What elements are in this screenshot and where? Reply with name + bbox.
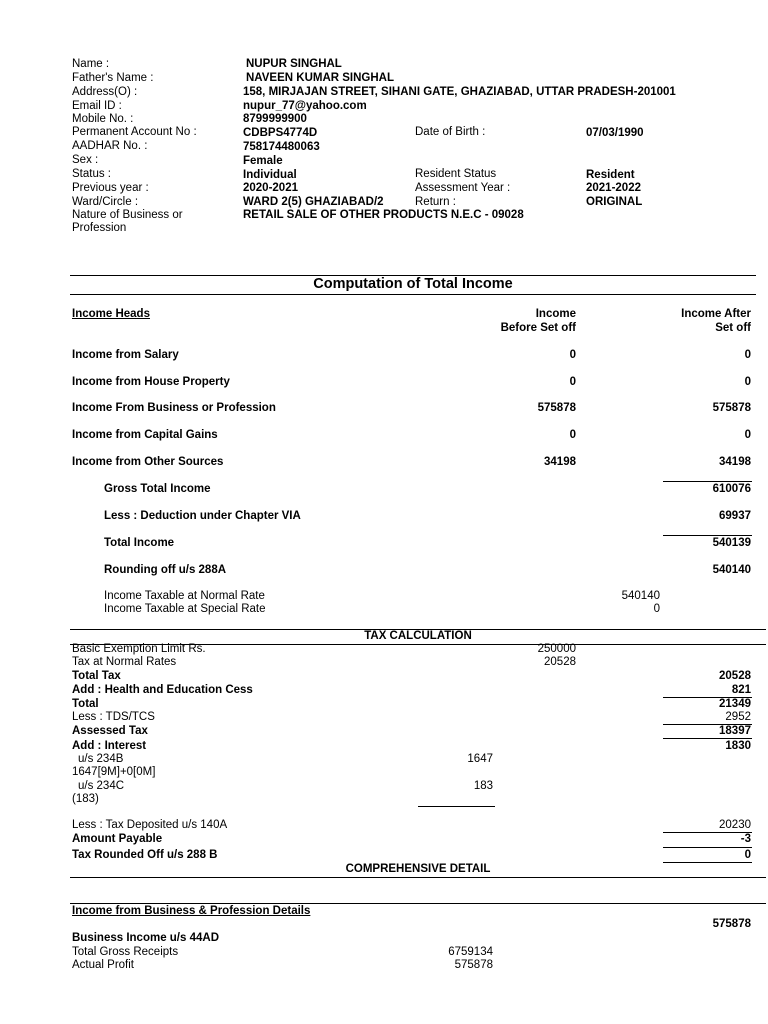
gross-total-label: Gross Total Income bbox=[104, 483, 211, 495]
special-rate-label: Income Taxable at Special Rate bbox=[104, 603, 266, 615]
cess-value: 821 bbox=[731, 684, 751, 696]
amount-payable-label: Amount Payable bbox=[72, 833, 163, 845]
income-row-after: 34198 bbox=[719, 456, 751, 468]
name-label: Name : bbox=[72, 58, 110, 70]
income-row-after: 0 bbox=[744, 429, 751, 441]
income-row-before: 0 bbox=[569, 349, 576, 361]
actual-profit-value: 575878 bbox=[454, 959, 493, 971]
aadhar-label: AADHAR No. : bbox=[72, 140, 148, 152]
gross-total-value: 610076 bbox=[712, 483, 751, 495]
income-row-after: 575878 bbox=[712, 402, 751, 414]
basic-exemption-value: 250000 bbox=[537, 643, 576, 655]
col-before-header-line1: Income bbox=[535, 308, 576, 320]
income-row-after: 0 bbox=[744, 376, 751, 388]
sum-line bbox=[663, 481, 752, 482]
mobile-value: 8799999900 bbox=[243, 113, 307, 125]
address-label: Address(O) : bbox=[72, 86, 138, 98]
tax-rounded-value: 0 bbox=[744, 849, 751, 861]
ay-label: Assessment Year : bbox=[415, 182, 511, 194]
business-details-label: Income from Business & Profession Details bbox=[72, 905, 311, 917]
col-before-header-line2: Before Set off bbox=[500, 322, 576, 334]
amount-payable-value: -3 bbox=[740, 833, 751, 845]
aadhar-value: 758174480063 bbox=[243, 141, 320, 153]
mobile-label: Mobile No. : bbox=[72, 113, 134, 125]
divider bbox=[70, 903, 766, 904]
comprehensive-header: COMPREHENSIVE DETAIL bbox=[345, 863, 491, 875]
computation-title: Computation of Total Income bbox=[313, 276, 513, 292]
tax-calculation-header: TAX CALCULATION bbox=[364, 630, 472, 642]
sex-label: Sex : bbox=[72, 154, 99, 166]
dob-label: Date of Birth : bbox=[415, 126, 486, 138]
gross-receipts-value: 6759134 bbox=[448, 946, 493, 958]
gross-receipts-label: Total Gross Receipts bbox=[72, 946, 179, 958]
status-label: Status : bbox=[72, 168, 111, 180]
income-row-after: 0 bbox=[744, 349, 751, 361]
name-value: NUPUR SINGHAL bbox=[246, 58, 342, 70]
income-row-label: Income from Other Sources bbox=[72, 456, 224, 468]
special-rate-value: 0 bbox=[653, 603, 660, 615]
prev-year-label: Previous year : bbox=[72, 182, 149, 194]
normal-tax-label: Tax at Normal Rates bbox=[72, 656, 177, 668]
email-label: Email ID : bbox=[72, 100, 122, 112]
income-row-label: Income from Capital Gains bbox=[72, 429, 218, 441]
income-row-label: Income from House Property bbox=[72, 376, 230, 388]
rounding-value: 540140 bbox=[712, 564, 751, 576]
cess-label: Add : Health and Education Cess bbox=[72, 684, 253, 696]
dob-value: 07/03/1990 bbox=[586, 127, 644, 139]
normal-tax-value: 20528 bbox=[544, 656, 576, 668]
total-value: 21349 bbox=[719, 698, 751, 710]
father-value: NAVEEN KUMAR SINGHAL bbox=[246, 72, 395, 84]
normal-rate-label: Income Taxable at Normal Rate bbox=[104, 590, 265, 602]
sex-value: Female bbox=[243, 155, 283, 167]
status-value: Individual bbox=[243, 169, 297, 181]
u44ad-label: Business Income u/s 44AD bbox=[72, 932, 219, 944]
interest-234c-label: u/s 234C bbox=[78, 780, 125, 792]
basic-exemption-label: Basic Exemption Limit Rs. bbox=[72, 643, 206, 655]
deduction-label: Less : Deduction under Chapter VIA bbox=[104, 510, 301, 522]
income-row-label: Income From Business or Profession bbox=[72, 402, 276, 414]
interest-234b-value: 1647 bbox=[467, 753, 493, 765]
pan-label: Permanent Account No : bbox=[72, 126, 197, 138]
tax-rounded-label: Tax Rounded Off u/s 288 B bbox=[72, 849, 218, 861]
return-value: ORIGINAL bbox=[586, 196, 643, 208]
assessed-tax-label: Assessed Tax bbox=[72, 725, 148, 737]
return-label: Return : bbox=[415, 196, 456, 208]
email-value: nupur_77@yahoo.com bbox=[243, 100, 367, 112]
resident-label: Resident Status bbox=[415, 168, 497, 180]
tax-deposited-value: 20230 bbox=[719, 819, 751, 831]
income-row-before: 0 bbox=[569, 376, 576, 388]
col-after-header-line2: Set off bbox=[715, 322, 751, 334]
ay-value: 2021-2022 bbox=[586, 182, 641, 194]
sum-line bbox=[663, 535, 752, 536]
total-label: Total bbox=[72, 698, 99, 710]
assessed-tax-value: 18397 bbox=[719, 725, 751, 737]
deduction-value: 69937 bbox=[719, 510, 751, 522]
business-details-total: 575878 bbox=[712, 918, 751, 930]
pan-value: CDBPS4774D bbox=[243, 127, 318, 139]
income-row-label: Income from Salary bbox=[72, 349, 179, 361]
nature-value: RETAIL SALE OF OTHER PRODUCTS N.E.C - 09028 bbox=[243, 209, 524, 221]
interest-234b-detail: 1647[9M]+0[0M] bbox=[72, 766, 156, 778]
interest-234c-detail: (183) bbox=[72, 793, 99, 805]
nature-label-line1: Nature of Business or bbox=[72, 209, 183, 221]
col-after-header-line1: Income After bbox=[681, 308, 751, 320]
income-heads-label: Income Heads bbox=[72, 308, 150, 320]
income-row-before: 0 bbox=[569, 429, 576, 441]
ward-value: WARD 2(5) GHAZIABAD/2 bbox=[243, 196, 384, 208]
resident-value: Resident bbox=[586, 169, 635, 181]
tds-label: Less : TDS/TCS bbox=[72, 711, 155, 723]
income-row-before: 34198 bbox=[544, 456, 576, 468]
interest-234c-value: 183 bbox=[473, 780, 493, 792]
interest-label: Add : Interest bbox=[72, 740, 147, 752]
sum-line bbox=[663, 832, 752, 833]
nature-label-line2: Profession bbox=[72, 222, 127, 234]
interest-234b-label: u/s 234B bbox=[78, 753, 124, 765]
father-label: Father's Name : bbox=[72, 72, 154, 84]
divider bbox=[70, 877, 766, 878]
total-tax-label: Total Tax bbox=[72, 670, 121, 682]
normal-rate-value: 540140 bbox=[621, 590, 660, 602]
sum-line bbox=[663, 738, 752, 739]
actual-profit-label: Actual Profit bbox=[72, 959, 134, 971]
total-tax-value: 20528 bbox=[719, 670, 751, 682]
sum-line bbox=[663, 847, 752, 848]
interest-value: 1830 bbox=[725, 740, 751, 752]
sum-line bbox=[418, 806, 495, 807]
tax-deposited-label: Less : Tax Deposited u/s 140A bbox=[72, 819, 228, 831]
ward-label: Ward/Circle : bbox=[72, 196, 139, 208]
prev-year-value: 2020-2021 bbox=[243, 182, 298, 194]
rounding-label: Rounding off u/s 288A bbox=[104, 564, 227, 576]
divider bbox=[70, 294, 756, 295]
address-value: 158, MIRJAJAN STREET, SIHANI GATE, GHAZIABAD, UTTAR PRADESH-201001 bbox=[243, 86, 676, 98]
total-income-value: 540139 bbox=[712, 537, 751, 549]
tds-value: 2952 bbox=[725, 711, 751, 723]
total-income-label: Total Income bbox=[104, 537, 175, 549]
income-row-before: 575878 bbox=[537, 402, 576, 414]
